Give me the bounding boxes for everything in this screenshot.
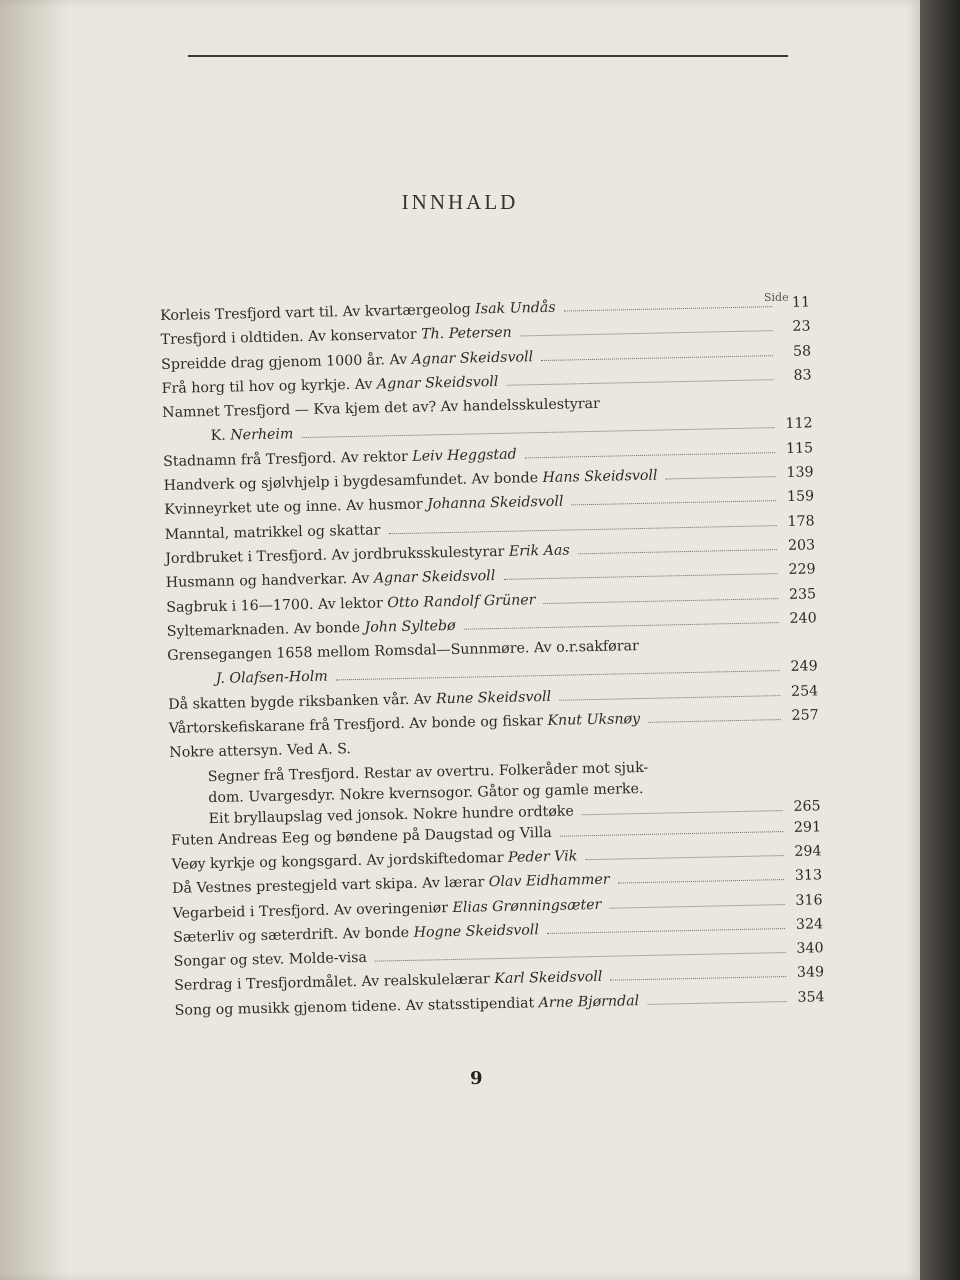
toc-entry-page: 265 — [793, 797, 821, 815]
toc-entry-page: 11 — [791, 294, 811, 311]
toc-entry-author: Isak Undås — [475, 299, 556, 318]
toc-entry-author: Olav Eidhammer — [488, 871, 610, 891]
dot-leader — [525, 452, 775, 458]
toc-entry-page: 139 — [786, 464, 814, 481]
dot-leader — [609, 904, 784, 909]
page-number: 9 — [470, 1068, 483, 1089]
toc-entry-page: 294 — [794, 843, 822, 860]
toc-entry-title — [160, 300, 560, 324]
toc-entry-author: Erik Aas — [508, 542, 570, 560]
toc-entry-author: Arne Bjørndal — [538, 992, 640, 1011]
dot-leader — [585, 855, 783, 860]
toc-entry-text: Sæterliv og sæterdrift. Av bonde — [173, 924, 410, 946]
toc-entry-text: Grensegangen 1658 mellom Romsdal—Sunnmøre. Av o.r.sakførar — [167, 638, 639, 665]
toc-entry-text: Då Vestnes prestegjeld vart skipa. Av lærar — [172, 874, 485, 898]
dot-leader — [648, 719, 781, 723]
dot-leader — [503, 573, 777, 580]
dot-leader — [572, 501, 777, 506]
toc-entry-page: 354 — [797, 988, 825, 1006]
dot-leader — [464, 622, 779, 630]
toc-entry-title — [216, 669, 332, 687]
toc-entry-author: John Syltebø — [364, 617, 456, 636]
toc-entry-text: Syltemarknaden. Av bonde — [166, 619, 361, 640]
toc-entry-text: Vegarbeid i Tresfjord. Av overingeniør — [172, 899, 449, 922]
toc-entry-text: Futen Andreas Eeg og bøndene på Daugstad og Villa — [170, 824, 552, 849]
toc-entry-page: 349 — [796, 964, 825, 982]
dot-leader — [506, 379, 773, 386]
book-edge — [920, 0, 960, 1280]
dot-leader — [647, 1001, 786, 1005]
dot-leader — [336, 671, 780, 681]
toc-entry-author: Johanna Skeidsvoll — [426, 493, 564, 513]
dot-leader — [560, 831, 783, 837]
dot-leader — [388, 525, 776, 534]
toc-entry-author: Hans Skeidsvoll — [542, 467, 658, 487]
toc-entry-page: 178 — [787, 513, 815, 530]
toc-entry-page: 257 — [791, 707, 819, 724]
toc-entry-page: 254 — [790, 683, 819, 700]
top-rule — [188, 55, 788, 57]
toc-entry-title — [174, 950, 372, 970]
toc-entry-author: Rune Skeidsvoll — [435, 688, 552, 708]
toc-entry-text: Nokre attersyn. Ved A. S. — [169, 741, 352, 762]
dot-leader — [559, 695, 780, 701]
toc-subentry-text: Eit bryllaupslag ved jonsok. Nokre hundre ordtøke — [208, 803, 574, 827]
toc-entry-author: Agnar Skeidsvoll — [411, 348, 534, 368]
toc-entry-text: Manntal, matrikkel og skattar — [164, 522, 381, 543]
toc-entry-page: 249 — [790, 658, 818, 676]
toc-entry-page: 203 — [787, 537, 816, 554]
toc-entry-page: 291 — [793, 818, 822, 836]
toc-entry-page: 324 — [795, 916, 824, 933]
toc-entry-author: Peder Vik — [507, 848, 578, 866]
toc-entry-author: Hogne Skeidsvoll — [413, 922, 540, 941]
toc-entry-text: Handverk og sjølvhjelp i bygdesamfundet. Av bonde — [163, 470, 539, 495]
dot-leader — [544, 598, 779, 604]
toc-entry-text: Spreidde drag gjenom 1000 år. Av — [161, 351, 408, 373]
dot-leader — [610, 976, 786, 981]
dot-leader — [618, 879, 784, 883]
toc-entry-text: Serdrag i Tresfjordmålet. Av realskulelærar — [174, 971, 490, 995]
toc-entry-author: Leiv Heggstad — [412, 446, 517, 465]
toc-entry-page: 112 — [785, 415, 813, 433]
toc-entry-page: 229 — [788, 561, 816, 579]
toc-entry-text: Kvinneyrket ute og inne. Av husmor — [164, 496, 423, 519]
toc-entry-text: Song og musikk gjenom tidene. Av statsstipendiat — [174, 995, 535, 1019]
toc-entry-title — [165, 522, 385, 543]
toc-entry-text: Frå horg til hov og kyrkje. Av — [161, 376, 373, 397]
toc-entry-page: 23 — [792, 318, 811, 336]
page-title: INNHALD — [401, 190, 519, 214]
toc-entry-author: Otto Randolf Grüner — [387, 591, 536, 611]
dot-leader — [541, 355, 773, 361]
toc-entry-author: Nerheim — [230, 426, 294, 445]
toc-entry-text: Veøy kyrkje og kongsgard. Av jordskiftedomar — [171, 849, 504, 873]
side-column-label: Side — [764, 291, 789, 304]
dot-leader — [547, 928, 785, 934]
toc-entry-page: 83 — [793, 367, 812, 384]
toc-entry-author: Karl Skeidsvoll — [494, 969, 603, 988]
toc-entry-author: Agnar Skeidsvoll — [373, 568, 496, 587]
toc-entry-text: Jordbruket i Tresfjord. Av jordbruksskulestyrar — [165, 543, 505, 567]
dot-leader — [520, 330, 773, 336]
toc-entry-page: 340 — [796, 940, 824, 957]
toc-entry-title — [169, 741, 355, 761]
toc-entry-page: 240 — [789, 610, 817, 627]
toc-entry-author: Th. Petersen — [420, 324, 512, 343]
toc-entry-text: Husmann og handverkar. Av — [165, 570, 370, 592]
dot-leader — [578, 549, 777, 554]
dot-leader — [375, 952, 786, 962]
toc-entry-page: 115 — [785, 440, 814, 457]
toc-entry-text: Namnet Tresfjord — Kva kjem det av? Av handelsskulestyrar — [162, 396, 600, 422]
toc-entry-page: 58 — [792, 342, 812, 360]
toc-entry-title — [211, 427, 298, 445]
dot-leader — [666, 476, 776, 479]
table-of-contents — [160, 294, 825, 1026]
toc-subentry-text: Segner frå Tresfjord. Restar av overtru. Folkeråder mot sjuk- — [207, 759, 649, 785]
toc-entry-author: Knut Uksnøy — [547, 711, 641, 730]
toc-entry-text: Stadnamn frå Tresfjord. Av rektor — [163, 448, 408, 470]
toc-entry-author: Agnar Skeidsvoll — [376, 373, 499, 393]
dot-leader — [301, 428, 774, 439]
toc-entry-author: J. Olafsen-Holm — [215, 669, 328, 688]
toc-entry-text: Sagbruk i 16—1700. Av lektor — [166, 594, 383, 616]
dot-leader — [564, 306, 772, 311]
toc-subentry-text: dom. Uvargesdyr. Nokre kvernsogor. Gåtor og gamle merke. — [208, 780, 644, 806]
toc-entry-page: 316 — [795, 891, 823, 909]
toc-entry-text: Då skatten bygde riksbanken vår. Av — [168, 691, 432, 713]
toc-entry-page: 235 — [788, 585, 817, 603]
toc-entry-text: K. — [210, 428, 226, 445]
toc-entry-text: Tresfjord i oldtiden. Av konservator — [160, 326, 417, 349]
toc-entry-page: 313 — [794, 867, 823, 885]
toc-entry-text: Vårtorskefiskarane frå Tresfjord. Av bonde og fiskar — [168, 713, 544, 737]
dot-leader — [582, 810, 783, 815]
toc-entry-text: Korleis Tresfjord vart til. Av kvartærgeolog — [160, 301, 471, 324]
toc-entry-page: 159 — [786, 488, 815, 506]
toc-entry-text: Songar og stev. Molde-visa — [173, 949, 368, 970]
toc-entry-author: Elias Grønningsæter — [452, 896, 602, 916]
